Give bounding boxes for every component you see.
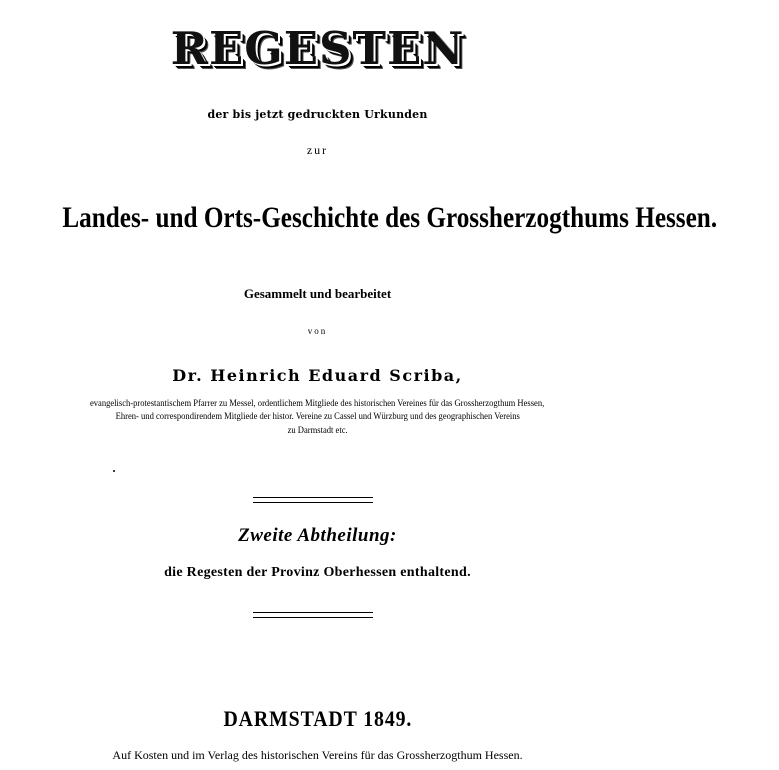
collected-line: Gesammelt und bearbeitet	[243, 286, 392, 301]
double-rule-bottom	[253, 612, 373, 618]
main-heading-text: Landes- und Orts-Geschichte des Grossherzogthums Hessen.	[62, 201, 718, 234]
author-description-text-2: Ehren- und correspondirendem Mitgliede der histor. Vereine zu Cassel und Würzburg und des geographischen Vereins	[115, 411, 520, 421]
double-rule-top	[253, 497, 373, 503]
imprint-place-year-text: DARMSTADT 1849.	[223, 706, 412, 731]
by-line: von	[307, 326, 328, 336]
part-description: die Regesten der Provinz Oberhessen enthaltend.	[164, 565, 471, 580]
imprint-place-year	[0, 706, 635, 732]
author-description-line-2	[0, 410, 635, 422]
main-heading	[0, 200, 718, 236]
publisher-note: Auf Kosten und im Verlag des historischen Vereins für das Grossherzogthum Hessen.	[112, 748, 523, 762]
author-description-text-3: zu Darmstadt etc.	[287, 425, 348, 435]
preposition-zur: zur	[306, 143, 329, 157]
main-title: REGESTEN	[170, 22, 465, 75]
subtitle: der bis jetzt gedruckten Urkunden	[207, 108, 428, 121]
print-speck	[113, 470, 115, 472]
author-name: Dr. Heinrich Eduard Scriba,	[172, 366, 463, 385]
author-description-line-1	[0, 397, 635, 409]
part-title: Zweite Abtheilung:	[238, 525, 397, 546]
author-description-text-1: evangelisch-protestantischem Pfarrer zu Messel, ordentlichem Mitgliede des historischen Vereines für das Grossherzogthum Hessen,	[90, 398, 545, 408]
author-description-line-3	[0, 424, 635, 436]
